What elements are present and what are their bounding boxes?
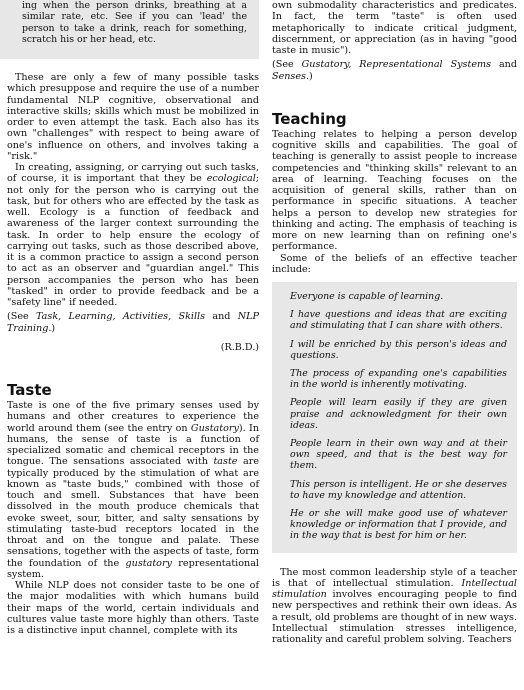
belief-item: People learn in their own way and at their own speed, and that is the best way for them.: [290, 438, 507, 472]
left-column: [7, 0, 259, 636]
box-paragraph: ing when the person drinks, breathing at a similar rate, etc. See if you can 'lead' the person to take a drink, reach for something, scratch his or her head, etc.: [22, 0, 247, 45]
leadership-paragraph: The most common leadership style of a teacher is that of intellectual stimulation. Intellectual stimulation involves encouraging people to find new perspectives and rethink their own ideas. As a result, old problems are thought of in new ways. Intellectual stimulation stresses intelligence, rationality and careful problem solving. Teachers: [272, 566, 518, 646]
teaching-paragraph-1: Teaching relates to helping a person develop cognitive skills and capabilities. The goal of teaching is generally to assist people to increase competencies and "thinking skills" relevant to an area of learning. Teaching focuses on the acquisition of general skills, rather than on performance in specific situations. A teacher helps a person to develop new strategies for thinking and acting. The emphasis of teaching is more on new learning than on refining one's performance.: [272, 128, 517, 253]
taste-heading: Taste: [7, 381, 52, 399]
taste-paragraph-2: While NLP does not consider taste to be one of the major modalities with which humans build their maps of the world, certain individuals and cultures value taste more highly than others. Taste is a distinctive input channel, complete with its: [7, 580, 259, 636]
belief-item: He or she will make good use of whatever knowledge or information that I provide, and in the way that is best for him or her.: [290, 508, 507, 542]
teaching-paragraph-2: Some of the beliefs of an effective teacher include:: [272, 252, 517, 275]
belief-item: Everyone is capable of learning.: [290, 291, 444, 302]
ecology-paragraph: In creating, assigning, or carrying out such tasks, of course, it is important that they be ecological; not only for the person who is carrying out the task, but for others who are effected by the task as well. Ecology is a function of feedback and awareness of the larger context surrounding the task. In order to help ensure the ecology of carrying out tasks, such as those described above, it is a common practice to assign a second person to act as an observer and "guardian angel." This person accompanies the person who has been "tasked" in order to provide feedback and be a "safety line" if needed.: [7, 162, 259, 308]
see-also-tasks: (See Task, Learning, Activities, Skills and NLP Training.): [7, 311, 259, 334]
belief-item: I have questions and ideas that are exciting and stimulating that I can share with others.: [290, 309, 507, 332]
example-box: [0, 0, 259, 59]
right-column: [272, 0, 517, 645]
belief-item: This person is intelligent. He or she deserves to have my knowledge and attention.: [290, 478, 507, 501]
taste-continued-paragraph: own submodality characteristics and predicates. In fact, the term "taste" is often used metaphorically to indicate critical judgment, discernment, or appreciation (as in having "good taste in music").: [272, 0, 517, 56]
taste-paragraph-1: Taste is one of the five primary senses used by humans and other creatures to experience the world around them (see the entry on Gustatory). In humans, the sense of taste is a function of specialized somatic and chemical receptors in the tongue. The sensations associated with taste are typically produced by the stimulation of what are known as "taste buds," combined with those of touch and smell. Substances that have been dissolved in the mouth produce chemicals that evoke sweet, sour, bitter, and salty sensations by stimulating taste-bud receptors located in the throat and on the tongue and palate. These sensations, together with the aspects of taste, form the foundation of the gustatory representational system.: [7, 400, 259, 580]
teaching-heading: Teaching: [272, 109, 347, 128]
belief-item: People will learn easily if they are given praise and acknowledgment for their own ideas.: [290, 397, 507, 431]
belief-item: I will be enriched by this person's ideas and questions.: [290, 338, 507, 361]
author-signoff: (R.B.D.): [220, 341, 259, 353]
see-also-taste: (See Gustatory, Representational Systems and Senses.): [272, 59, 517, 82]
belief-item: The process of expanding one's capabilities in the world is inherently motivating.: [290, 368, 507, 391]
tasks-paragraph: These are only a few of many possible tasks which presuppose and require the use of a number fundamental NLP cognitive, observational and interactive skills; skills which must be mobilized in order to even attempt the task. Each also has its own "challenges" with respect to being aware of one's influence on others, and involves taking a "risk.": [7, 72, 259, 162]
beliefs-box: [272, 282, 517, 553]
